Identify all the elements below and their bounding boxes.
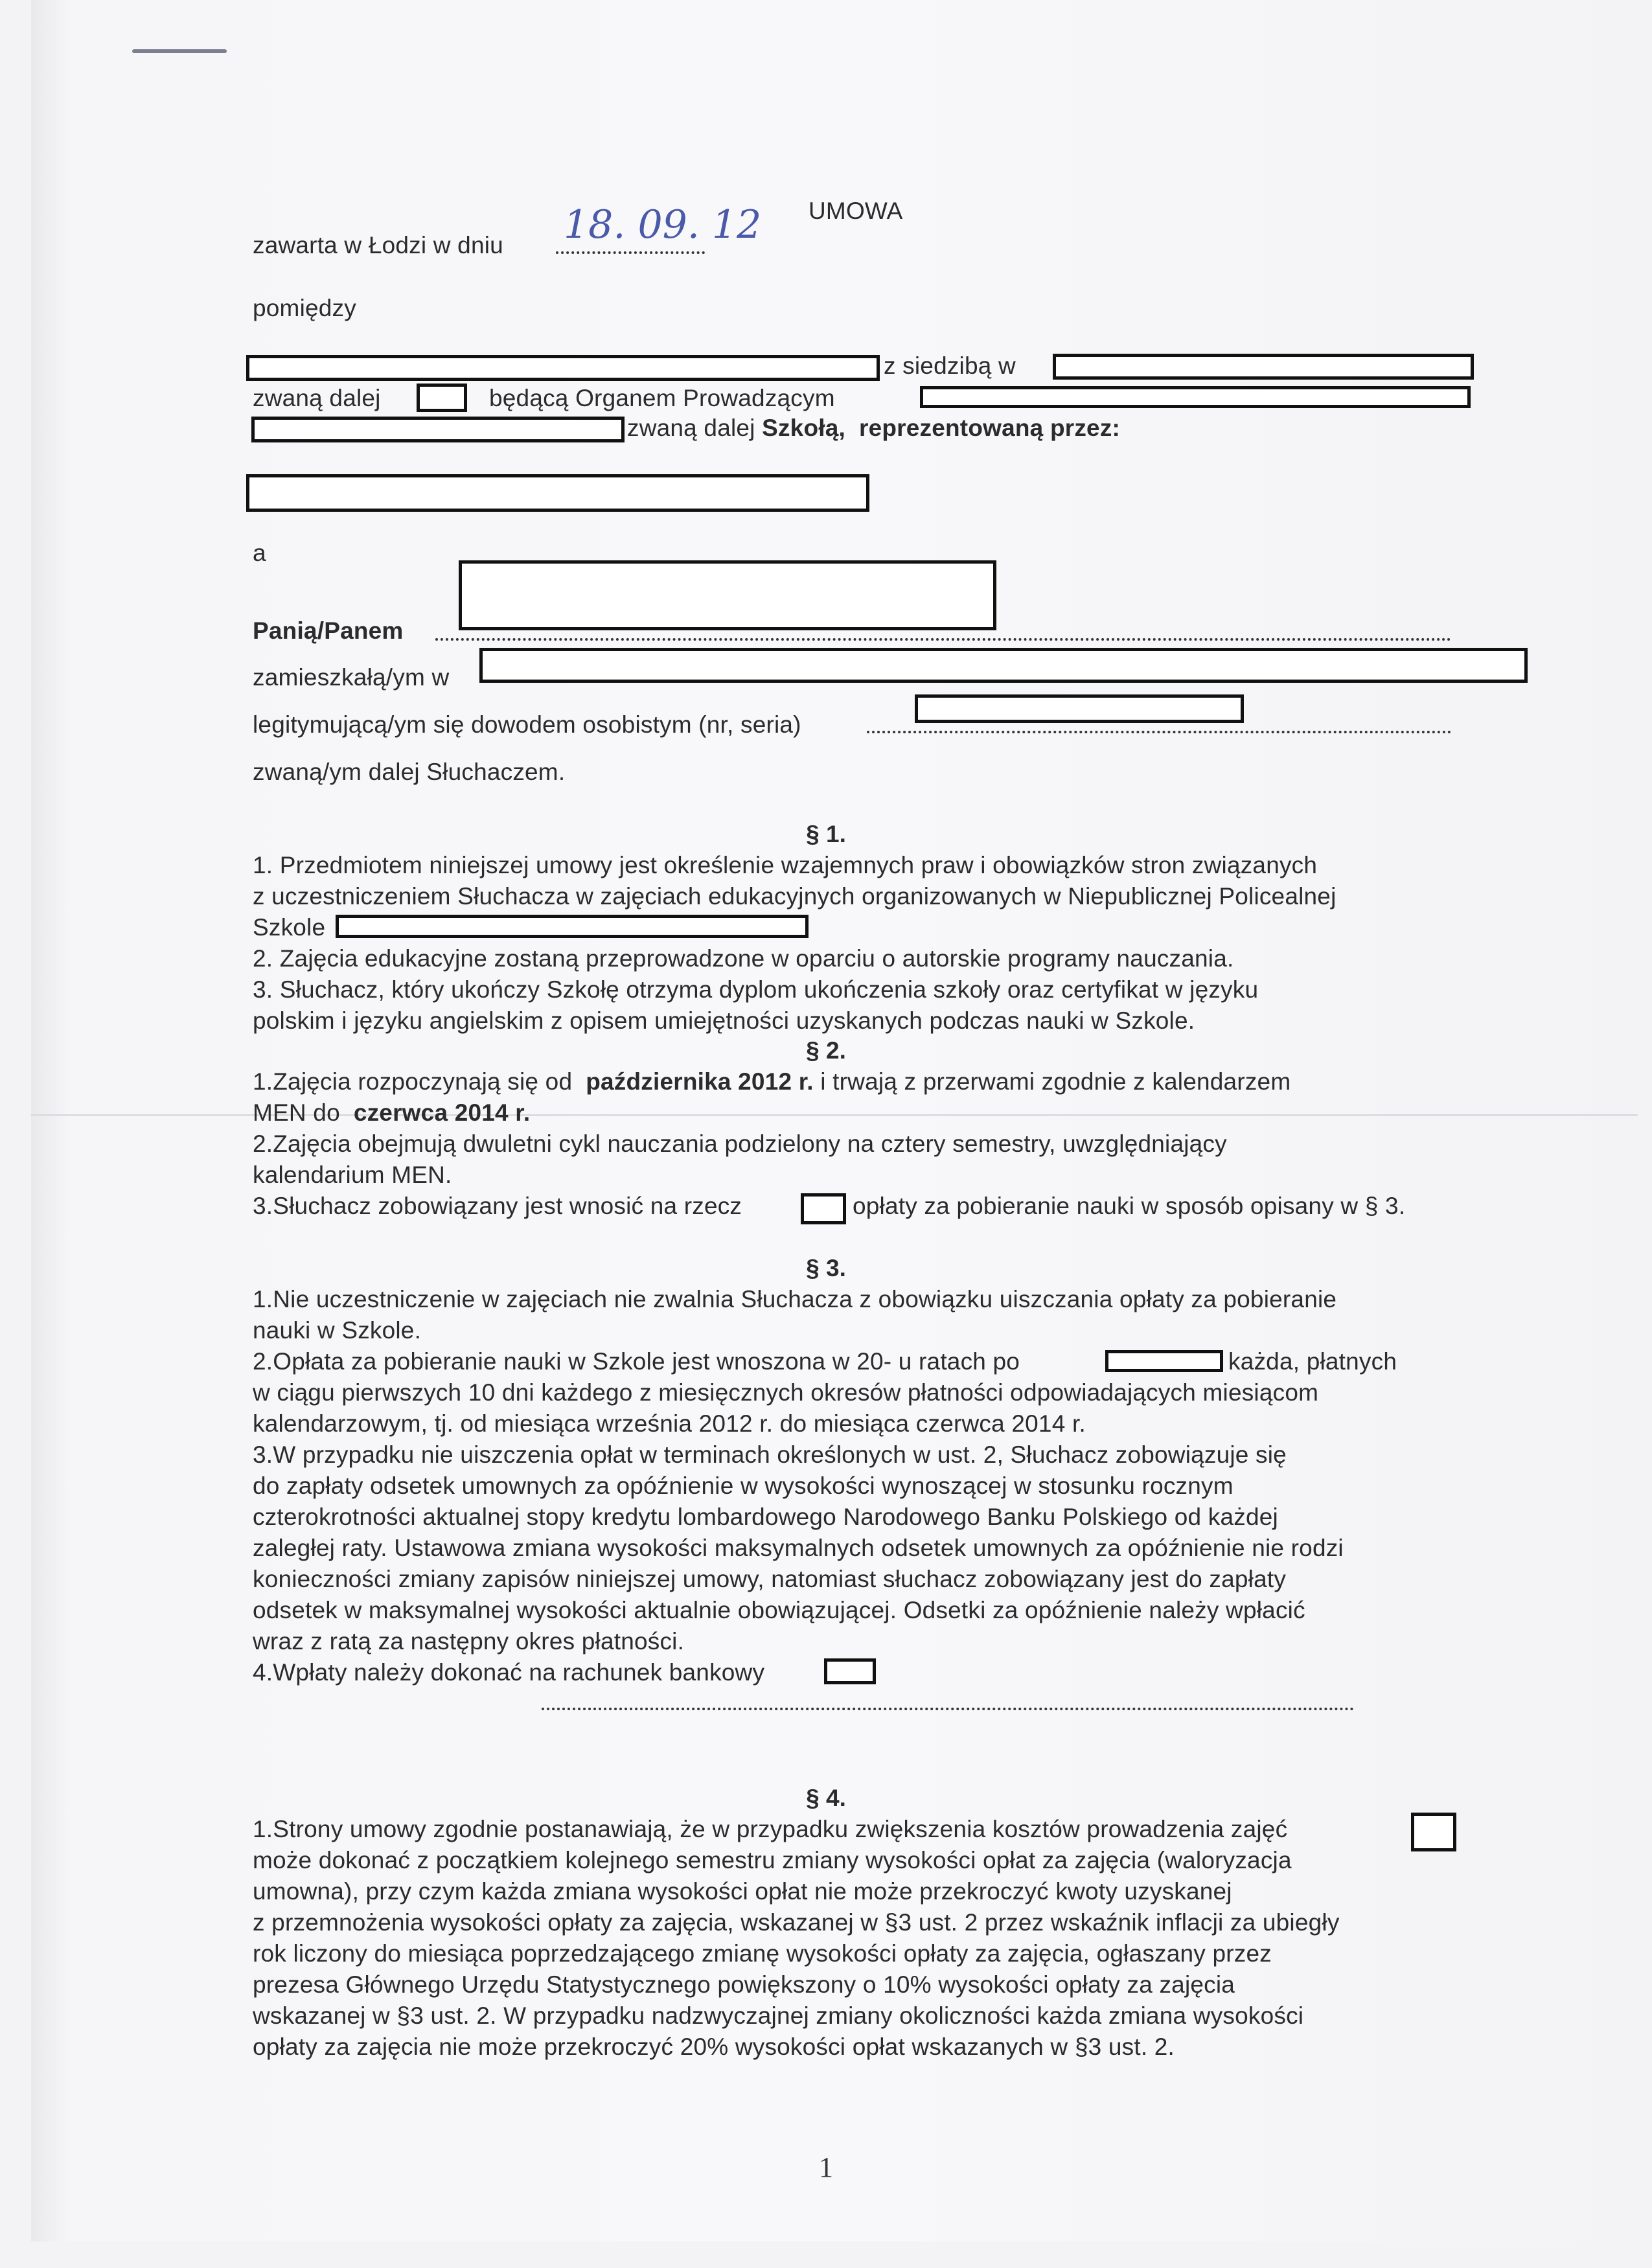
redaction-school-name xyxy=(251,417,625,442)
s2-line-1c: i trwają z przerwami zgodnie z kalendarzem xyxy=(820,1068,1291,1095)
s4-line-6: prezesa Głównego Urzędu Statystycznego powiększony o 10% wysokości opłaty za zajęcia xyxy=(253,1971,1235,1998)
document-title: UMOWA xyxy=(809,198,903,224)
date-dots xyxy=(556,251,705,254)
s3-line-2: nauki w Szkole. xyxy=(253,1317,422,1344)
s3-line-13: 4.Wpłaty należy dokonać na rachunek bankowy xyxy=(253,1659,765,1686)
s4-line-7: wskazanej w §3 ust. 2. W przypadku nadzwyczajnej zmiany okoliczności każda zmiana wysokości xyxy=(253,2002,1304,2029)
s2-line-1 xyxy=(253,1066,1291,1097)
page-number: 1 xyxy=(819,2151,833,2183)
redaction-student-name xyxy=(459,560,996,630)
s1-line-6: polskim i języku angielskim z opisem umiejętności uzyskanych podczas nauki w Szkole. xyxy=(253,1007,1195,1034)
redaction-address xyxy=(479,648,1528,683)
redaction-s4-party xyxy=(1411,1813,1456,1851)
mr-mrs-label: Panią/Panem xyxy=(253,617,404,644)
s4-line-8: opłaty za zajęcia nie może przekroczyć 20% wysokości opłat wskazanych w §3 ust. 2. xyxy=(253,2033,1175,2060)
section-2-heading: § 2. xyxy=(806,1037,846,1064)
s2-line-3: 2.Zajęcia obejmują dwuletni cykl nauczania podzielony na cztery semestry, uwzględniający xyxy=(253,1130,1227,1157)
s3-line-1: 1.Nie uczestniczenie w zajęciach nie zwalnia Słuchacza z obowiązku uiszczania opłaty za pobieranie xyxy=(253,1286,1337,1312)
s2-end-date: czerwca 2014 r. xyxy=(353,1099,531,1126)
seat-label: z siedzibą w xyxy=(884,352,1016,379)
s2-line-2 xyxy=(253,1097,530,1128)
s3-line-4: w ciągu pierwszych 10 dni każdego z miesięcznych okresów płatności odpowiadających miesiącom xyxy=(253,1379,1319,1406)
redaction-seat xyxy=(1053,354,1474,380)
represented-label: reprezentowaną przez: xyxy=(858,415,1121,441)
s1-line-2: z uczestniczeniem Słuchacza w zajęciach edukacyjnych organizowanych w Niepublicznej Policealnej xyxy=(253,883,1337,910)
redaction-account xyxy=(824,1658,876,1684)
s2-start-date: października 2012 r. xyxy=(586,1068,814,1095)
between-label: pomiędzy xyxy=(253,295,356,321)
s4-line-3: umowna), przy czym każda zmiana wysokości opłat nie może przekroczyć kwoty uzyskanej xyxy=(253,1878,1232,1905)
s3-line-12: wraz z ratą za następny okres płatności. xyxy=(253,1628,685,1655)
s4-line-4: z przemnożenia wysokości opłaty za zajęcia, wskazanej w §3 ust. 2 przez wskaźnik inflacji za ubiegły xyxy=(253,1909,1340,1936)
s3-line-10: konieczności zmiany zapisów niniejszej umowy, natomiast słuchacz zobowiązany jest do zapłaty xyxy=(253,1566,1287,1592)
s4-line-1: 1.Strony umowy zgodnie postanawiają, że w przypadku zwiększenia kosztów prowadzenia zajęć xyxy=(253,1816,1288,1842)
s3-line-7: do zapłaty odsetek umownych za opóźnienie w wysokości wynoszącej w stosunku rocznym xyxy=(253,1472,1233,1499)
s2-line-5b: opłaty za pobieranie nauki w sposób opisany w § 3. xyxy=(853,1193,1406,1219)
s1-line-3: Szkole xyxy=(253,914,326,941)
s1-line-4: 2. Zajęcia edukacyjne zostaną przeprowadzone w oparciu o autorskie programy nauczania. xyxy=(253,945,1234,972)
s2-line-2a: MEN do xyxy=(253,1099,340,1126)
s2-line-4: kalendarium MEN. xyxy=(253,1162,452,1188)
s1-line-1: 1. Przedmiotem niniejszej umowy jest określenie wzajemnych praw i obowiązków stron związanych xyxy=(253,852,1318,878)
section-1-heading: § 1. xyxy=(806,821,846,847)
s3-line-11: odsetek w maksymalnej wysokości aktualnie obowiązującej. Odsetki za opóźnienie należy wpłacić xyxy=(253,1597,1305,1623)
redaction-school-s1 xyxy=(336,915,809,938)
redaction-id-number xyxy=(915,694,1244,723)
residing-label: zamieszkałą/ym w xyxy=(253,664,450,691)
name-dots xyxy=(435,638,1451,641)
signature-dots xyxy=(542,1708,1354,1710)
s1-line-5: 3. Słuchacz, który ukończy Szkołę otrzyma dyplom ukończenia szkoły oraz certyfikat w języku xyxy=(253,976,1259,1003)
s4-line-5: rok liczony do miesiąca poprzedzającego zmianę wysokości opłaty za zajęcia, ogłaszany przez xyxy=(253,1940,1272,1967)
s3-line-3b: każda, płatnych xyxy=(1228,1348,1397,1375)
redaction-payee xyxy=(801,1193,846,1224)
s3-line-3a: 2.Opłata za pobieranie nauki w Szkole jest wnoszona w 20- u ratach po xyxy=(253,1348,1020,1375)
s3-line-6: 3.W przypadku nie uiszczenia opłat w terminach określonych w ust. 2, Słuchacz zobowiązuje się xyxy=(253,1441,1287,1468)
redaction-representative xyxy=(246,474,869,512)
school-called-line xyxy=(627,413,1120,444)
s2-line-5a: 3.Słuchacz zobowiązany jest wnosić na rzecz xyxy=(253,1193,742,1219)
handwritten-date: 18. 09. 12 xyxy=(564,202,762,247)
s2-line-1a: 1.Zajęcia rozpoczynają się od xyxy=(253,1068,573,1095)
section-3-heading: § 3. xyxy=(806,1255,846,1281)
redaction-amount xyxy=(1105,1350,1223,1372)
id-dots xyxy=(867,731,1451,733)
school-called-label: zwaną dalej xyxy=(627,415,755,441)
s3-line-9: zaległej raty. Ustawowa zmiana wysokości maksymalnych odsetek umownych za opóźnienie nie rodzi xyxy=(253,1535,1344,1561)
s3-line-8: czterokrotności aktualnej stopy kredytu lombardowego Narodowego Banku Polskiego od każdej xyxy=(253,1504,1278,1530)
margin-mark xyxy=(132,49,227,53)
redaction-organ xyxy=(920,386,1471,408)
listener-label: zwaną/ym dalej Słuchaczem. xyxy=(253,759,566,785)
s4-line-2: może dokonać z początkiem kolejnego semestru zmiany wysokości opłat za zajęcia (waloryzacja xyxy=(253,1847,1292,1873)
and-label: a xyxy=(253,540,266,566)
place-date-line: zawarta w Łodzi w dniu xyxy=(253,232,503,258)
called-label: zwaną dalej xyxy=(253,385,381,411)
s3-line-5: kalendarzowym, tj. od miesiąca września 2012 r. do miesiąca czerwca 2014 r. xyxy=(253,1410,1086,1437)
school-word: Szkołą, xyxy=(762,415,845,441)
redaction-short-name xyxy=(417,384,467,412)
redaction-party-name xyxy=(246,355,880,381)
id-doc-label: legitymującą/ym się dowodem osobistym (nr, seria) xyxy=(253,711,801,738)
section-4-heading: § 4. xyxy=(806,1785,846,1811)
organ-label: będącą Organem Prowadzącym xyxy=(489,385,835,411)
